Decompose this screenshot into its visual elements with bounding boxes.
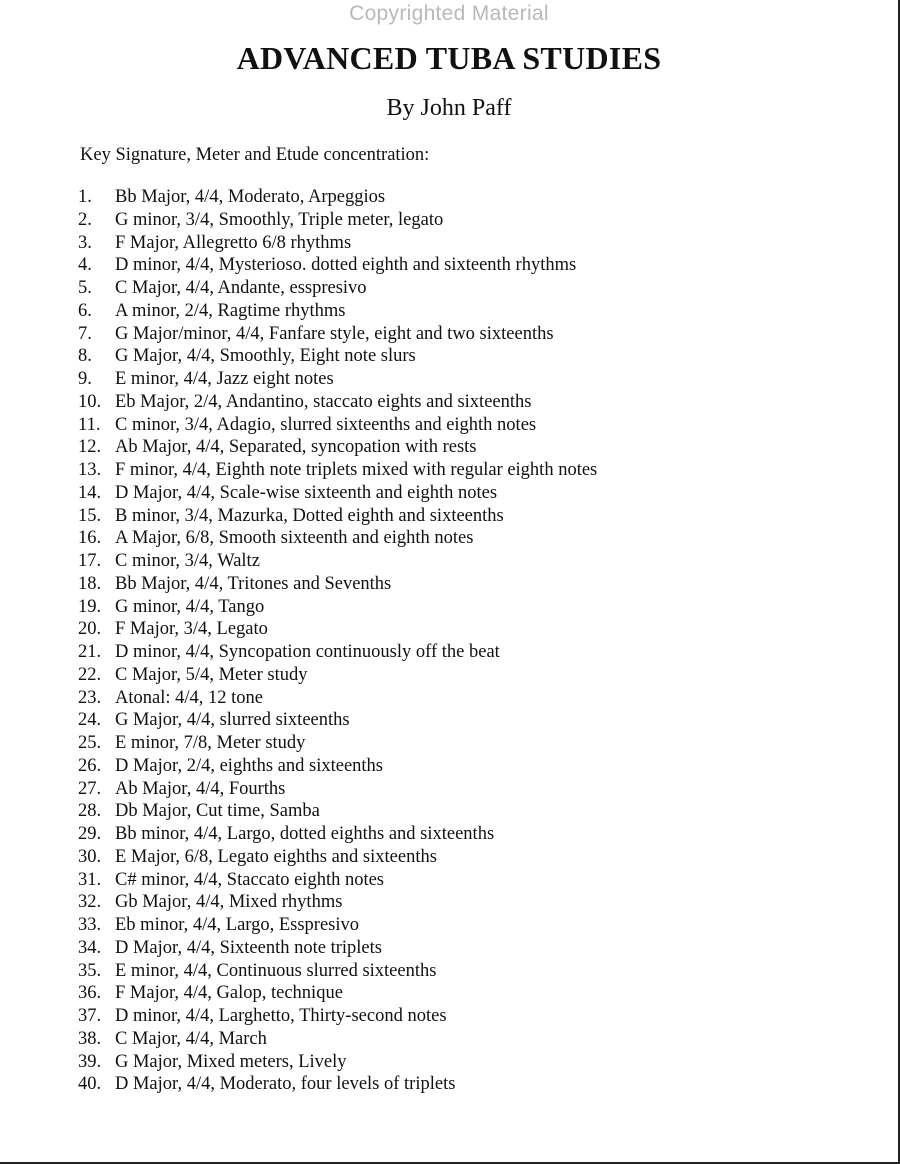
etude-description: Atonal: 4/4, 12 tone: [115, 687, 263, 708]
etude-number: 13.: [78, 460, 102, 480]
etude-number: 32.: [78, 892, 102, 913]
etude-description: Ab Major, 4/4, Fourths: [115, 778, 286, 799]
copyright-watermark: Copyrighted Material: [349, 2, 549, 25]
etude-description: E minor, 7/8, Meter study: [115, 733, 306, 753]
etude-number: 36.: [78, 983, 102, 1004]
etude-description: Bb Major, 4/4, Moderato, Arpeggios: [115, 187, 386, 207]
etude-description: E minor, 4/4, Jazz eight notes: [115, 369, 334, 389]
etude-number: 40.: [78, 1074, 102, 1095]
etude-number: 34.: [78, 937, 102, 958]
etude-number: 11.: [78, 414, 101, 435]
etude-description: C# minor, 4/4, Staccato eighth notes: [115, 869, 385, 890]
etude-number: 22.: [78, 664, 102, 685]
etude-number: 1.: [78, 187, 92, 207]
etude-description: Bb Major, 4/4, Tritones and Sevenths: [115, 573, 392, 594]
etude-description: F Major, 4/4, Galop, technique: [115, 983, 343, 1004]
etude-number: 29.: [78, 824, 102, 844]
etude-number: 26.: [78, 755, 102, 776]
etude-description: F minor, 4/4, Eighth note triplets mixed with regular eighth notes: [115, 460, 598, 480]
etude-description: A minor, 2/4, Ragtime rhythms: [115, 300, 346, 321]
etude-description: C Major, 5/4, Meter study: [115, 664, 308, 685]
etude-description: G Major, 4/4, Smoothly, Eight note slurs: [115, 346, 416, 367]
etude-description: G Major, Mixed meters, Lively: [115, 1051, 347, 1072]
etude-number: 3.: [78, 232, 92, 253]
etude-description: D minor, 4/4, Mysterioso. dotted eighth and sixteenth rhythms: [115, 255, 577, 276]
etude-number: 21.: [78, 642, 102, 662]
etude-description: Bb minor, 4/4, Largo, dotted eighths and sixteenths: [115, 824, 495, 844]
etude-description: E minor, 4/4, Continuous slurred sixteenths: [115, 960, 437, 981]
etude-description: E Major, 6/8, Legato eighths and sixteenths: [115, 846, 437, 867]
etude-number: 4.: [78, 255, 92, 276]
etude-description: D Major, 2/4, eighths and sixteenths: [115, 755, 383, 776]
etude-number: 10.: [78, 391, 102, 412]
etude-description: D Major, 4/4, Scale-wise sixteenth and eighth notes: [115, 482, 498, 503]
etude-number: 33.: [78, 915, 102, 935]
etude-description: A Major, 6/8, Smooth sixteenth and eighth notes: [115, 528, 474, 549]
etude-description: F Major, Allegretto 6/8 rhythms: [115, 232, 352, 253]
etude-description: D minor, 4/4, Larghetto, Thirty-second notes: [115, 1006, 447, 1026]
etude-number: 27.: [78, 778, 102, 799]
intro-text: Key Signature, Meter and Etude concentration:: [80, 145, 430, 165]
etude-description: Eb minor, 4/4, Largo, Esspresivo: [115, 915, 360, 935]
etude-number: 17.: [78, 551, 102, 571]
etude-description: Gb Major, 4/4, Mixed rhythms: [115, 892, 343, 913]
etude-number: 2.: [78, 209, 92, 230]
page-title: ADVANCED TUBA STUDIES: [236, 40, 662, 76]
etude-description: D minor, 4/4, Syncopation continuously off the beat: [115, 642, 500, 662]
etude-number: 8.: [78, 346, 92, 367]
etude-description: Eb Major, 2/4, Andantino, staccato eights and sixteenths: [115, 391, 532, 412]
etude-description: C minor, 3/4, Waltz: [115, 551, 260, 571]
etude-number: 31.: [78, 869, 102, 890]
etude-number: 18.: [78, 573, 102, 594]
etude-description: G Major, 4/4, slurred sixteenths: [115, 710, 350, 731]
etude-number: 24.: [78, 710, 102, 731]
etude-number: 25.: [78, 733, 102, 753]
etude-number: 5.: [78, 278, 92, 298]
etude-description: B minor, 3/4, Mazurka, Dotted eighth and sixteenths: [115, 505, 504, 526]
etude-number: 28.: [78, 801, 102, 822]
etude-number: 39.: [78, 1051, 102, 1072]
etude-description: G minor, 4/4, Tango: [115, 596, 265, 617]
etude-description: C Major, 4/4, March: [115, 1028, 267, 1049]
etude-number: 23.: [78, 687, 102, 708]
etude-number: 35.: [78, 960, 102, 981]
etude-number: 20.: [78, 619, 102, 640]
etude-description: D Major, 4/4, Moderato, four levels of triplets: [115, 1074, 456, 1095]
author-line: By John Paff: [386, 95, 512, 121]
etude-number: 7.: [78, 323, 92, 344]
etude-number: 37.: [78, 1006, 102, 1026]
etude-description: C minor, 3/4, Adagio, slurred sixteenths and eighth notes: [115, 414, 537, 435]
etude-description: Db Major, Cut time, Samba: [115, 801, 320, 822]
etude-number: 16.: [78, 528, 102, 549]
etude-description: C Major, 4/4, Andante, esspresivo: [115, 278, 367, 298]
etude-number: 12.: [78, 437, 102, 458]
etude-description: G minor, 3/4, Smoothly, Triple meter, legato: [115, 209, 444, 230]
etude-description: G Major/minor, 4/4, Fanfare style, eight and two sixteenths: [115, 323, 554, 344]
etude-number: 15.: [78, 505, 102, 526]
etude-number: 38.: [78, 1028, 102, 1049]
etude-number: 30.: [78, 846, 102, 867]
etude-number: 9.: [78, 369, 92, 389]
etude-description: D Major, 4/4, Sixteenth note triplets: [115, 937, 382, 958]
etude-description: Ab Major, 4/4, Separated, syncopation with rests: [115, 437, 477, 458]
etude-description: F Major, 3/4, Legato: [115, 619, 268, 640]
etude-number: 6.: [78, 300, 92, 321]
etude-number: 14.: [78, 482, 102, 503]
etude-number: 19.: [78, 596, 102, 617]
